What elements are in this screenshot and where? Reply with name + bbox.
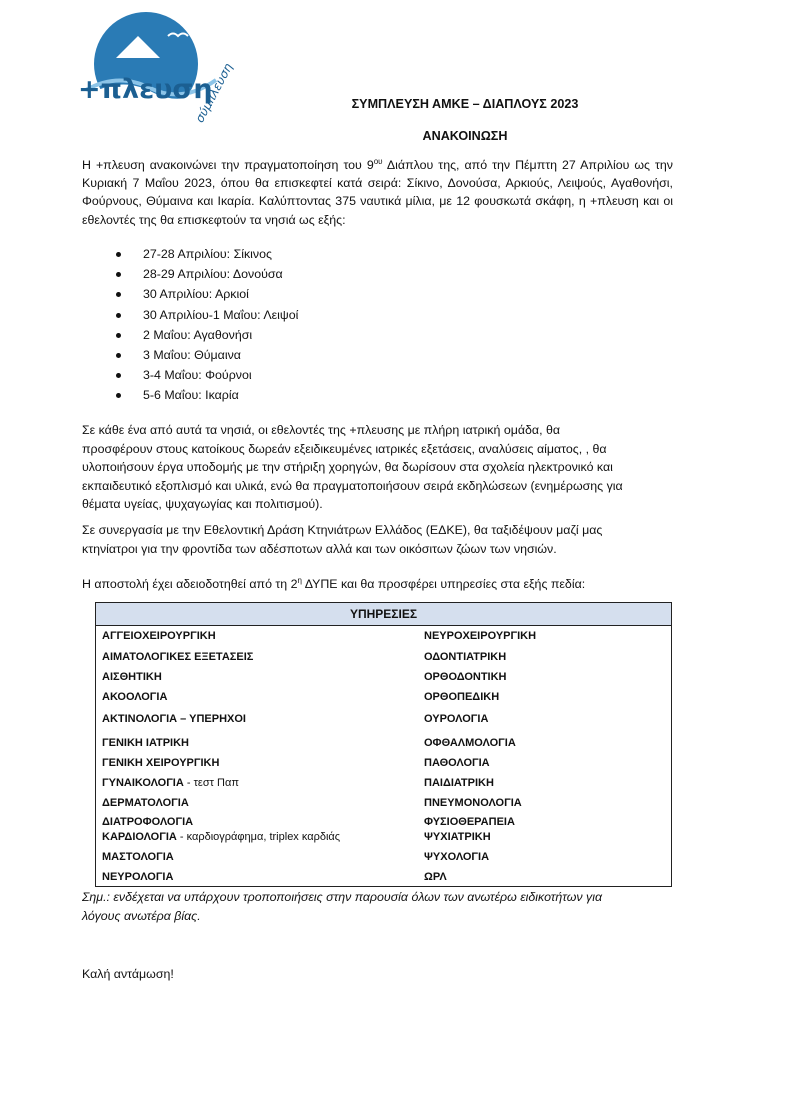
bullet-icon <box>116 333 121 338</box>
service-name: ΑΙΜΑΤΟΛΟΓΙΚΕΣ ΕΞΕΤΑΣΕΙΣ <box>102 651 254 663</box>
service-right-cell: ΟΦΘΑΛΜΟΛΟΓΙΑ <box>424 737 516 749</box>
service-right-cell: ΠΝΕΥΜΟΝΟΛΟΓΙΑ <box>424 797 522 809</box>
services-line: υλοποιήσουν έργα υποδομής με την στήριξη χορηγών, θα δωρίσουν στα σχολεία ηλεκτρονικό και <box>82 460 613 475</box>
service-name: ΑΚΤΙΝΟΛΟΓΙΑ – ΥΠΕΡΗΧΟΙ <box>102 713 246 725</box>
itinerary-text: 30 Απριλίου: Αρκιοί <box>143 287 249 302</box>
bullet-icon <box>116 393 121 398</box>
license-superscript: η <box>297 575 302 585</box>
service-left-cell <box>102 851 174 863</box>
list-item <box>82 345 298 365</box>
service-name: ΝΕΥΡΟΛΟΓΙΑ <box>102 871 174 883</box>
service-name: ΑΙΣΘΗΤΙΚΗ <box>102 671 162 683</box>
itinerary-text: 5-6 Μαΐου: Ικαρία <box>143 388 239 403</box>
vets-line: κτηνίατροι για την φροντίδα των αδέσποτων αλλά και των οικόσιτων ζώων των νησιών. <box>82 541 557 556</box>
service-right-cell: ΟΔΟΝΤΙΑΤΡΙΚΗ <box>424 651 507 663</box>
title-block <box>260 97 670 143</box>
service-right-cell: ΨΥΧΙΑΤΡΙΚΗ <box>424 831 491 843</box>
service-left-cell <box>102 816 193 828</box>
service-left-cell <box>102 797 189 809</box>
list-item <box>82 385 298 405</box>
service-left-cell <box>102 630 216 642</box>
document-title: ΣΥΜΠΛΕΥΣΗ ΑΜΚΕ – ΔΙΑΠΛΟΥΣ 2023 <box>351 97 579 111</box>
itinerary-text: 28-29 Απριλίου: Δονούσα <box>143 267 283 282</box>
license-text-2: ΔΥΠΕ και θα προσφέρει υπηρεσίες στα εξής πεδία: <box>301 577 586 591</box>
list-item <box>82 284 298 304</box>
service-name: ΑΓΓΕΙΟΧΕΙΡΟΥΡΓΙΚΗ <box>102 630 216 642</box>
bullet-icon <box>116 292 121 297</box>
service-left-cell <box>102 777 239 789</box>
services-line: θέματα υγείας, ψυχαγωγίας και πολιτισμού). <box>82 497 323 512</box>
service-name: ΔΙΑΤΡΟΦΟΛΟΓΙΑ <box>102 816 194 828</box>
itinerary-text: 30 Απριλίου-1 Μαΐου: Λειψοί <box>143 307 299 322</box>
services-line: Σε κάθε ένα από αυτά τα νησιά, οι εθελοντές της +πλευσης με πλήρη ιατρική ομάδα, θα <box>82 423 561 437</box>
service-right-cell: ΩΡΛ <box>424 871 447 883</box>
services-table-header: ΥΠΗΡΕΣΙΕΣ <box>96 603 671 626</box>
services-paragraph <box>82 421 682 514</box>
service-right-cell: ΠΑΘΟΛΟΓΙΑ <box>424 757 490 769</box>
document-subtitle: ΑΝΑΚΟΙΝΩΣΗ <box>422 129 508 143</box>
services-line: εκπαιδευτικό εξοπλισμό και υλικά, ενώ θα πραγματοποιήσουν σειρά εκδηλώσεων (ενημέρωσης για <box>82 478 623 493</box>
intro-text-1: Η +πλευση ανακοινώνει την πραγματοποίηση του 9 <box>82 158 374 172</box>
itinerary-text: 3 Μαΐου: Θύμαινα <box>143 347 241 362</box>
services-line: προσφέρουν στους κατοίκους δωρεάν εξειδικευμένες ιατρικές εξετάσεις, αναλύσεις αίματος, , θα <box>82 441 607 456</box>
service-name: ΚΑΡΔΙΟΛΟΓΙΑ <box>102 831 177 843</box>
service-left-cell <box>102 831 340 843</box>
list-item <box>82 365 298 385</box>
bullet-icon <box>116 353 121 358</box>
logo-script-text: σύμπλευση <box>192 60 236 125</box>
intro-paragraph <box>82 156 673 229</box>
service-right-cell: ΝΕΥΡΟΧΕΙΡΟΥΡΓΙΚΗ <box>424 630 537 642</box>
list-item <box>82 264 298 284</box>
bullet-icon <box>116 252 121 257</box>
service-note: - καρδιογράφημα, triplex καρδιάς <box>176 831 341 843</box>
list-item <box>82 325 298 345</box>
service-right-cell: ΟΡΘΟΠΕΔΙΚΗ <box>424 691 500 703</box>
license-paragraph <box>82 575 682 594</box>
logo-brand-text: +πλευση <box>78 74 213 105</box>
vets-line: Σε συνεργασία με την Εθελοντική Δράση Κτηνιάτρων Ελλάδος (ΕΔΚΕ), θα ταξιδέψουν μαζί μας <box>82 523 603 537</box>
service-name: ΑΚΟΟΛΟΓΙΑ <box>102 691 168 703</box>
service-left-cell <box>102 713 246 725</box>
intro-superscript: ου <box>373 156 383 166</box>
bullet-icon <box>116 272 121 277</box>
service-note: - τεστ Παπ <box>183 777 239 789</box>
disclaimer-line: λόγους ανωτέρα βίας. <box>82 909 201 923</box>
service-right-cell: ΟΡΘΟΔΟΝΤΙΚΗ <box>424 671 507 683</box>
service-left-cell <box>102 651 253 663</box>
signoff-text: Καλή αντάμωση! <box>82 967 174 981</box>
service-left-cell <box>102 737 189 749</box>
service-right-cell: ΦΥΣΙΟΘΕΡΑΠΕΙΑ <box>424 816 515 828</box>
list-item <box>82 244 298 264</box>
list-item <box>82 305 298 325</box>
service-left-cell <box>102 691 167 703</box>
service-right-cell: ΨΥΧΟΛΟΓΙΑ <box>424 851 490 863</box>
service-left-cell <box>102 757 219 769</box>
service-name: ΓΕΝΙΚΗ ΙΑΤΡΙΚΗ <box>102 737 189 749</box>
service-right-cell: ΠΑΙΔΙΑΤΡΙΚΗ <box>424 777 494 789</box>
service-name: ΜΑΣΤΟΛΟΓΙΑ <box>102 851 174 863</box>
services-table <box>95 602 672 887</box>
vets-paragraph <box>82 521 682 558</box>
service-name: ΓΕΝΙΚΗ ΧΕΙΡΟΥΡΓΙΚΗ <box>102 757 220 769</box>
disclaimer-note <box>82 888 682 926</box>
disclaimer-line: Σημ.: ενδέχεται να υπάρχουν τροποποιήσεις στην παρουσία όλων των ανωτέρω ειδικοτήτων για <box>82 890 603 904</box>
itinerary-text: 27-28 Απριλίου: Σίκινος <box>143 247 272 261</box>
service-name: ΓΥΝΑΙΚΟΛΟΓΙΑ <box>102 777 184 789</box>
service-name: ΔΕΡΜΑΤΟΛΟΓΙΑ <box>102 797 189 809</box>
service-left-cell <box>102 871 173 883</box>
service-right-cell: ΟΥΡΟΛΟΓΙΑ <box>424 713 489 725</box>
itinerary-list <box>82 244 298 406</box>
bullet-icon <box>116 313 121 318</box>
itinerary-text: 3-4 Μαΐου: Φούρνοι <box>143 368 252 383</box>
license-text-1: Η αποστολή έχει αδειοδοτηθεί από τη 2 <box>82 577 298 591</box>
intro-text-2: Διάπλου της, από την Πέμπτη 27 Απριλίου ως την Κυριακή 7 Μαΐου 2023, όπου θα επισκεφτεί κατά σειρά: Σίκινο, Δονούσα, Αρκιούς, Λειψούς, Αγαθονήσι, Φούρνους, Θύμαινα και Ικαρία. Καλύπτοντας 375 ναυτικά μίλια, με 12 φουσκωτά σκάφη, η +πλευση και οι εθελοντές της θα επισκεφτούν τα νησιά ως εξής: <box>82 158 673 227</box>
plefsi-logo <box>72 6 236 125</box>
service-left-cell <box>102 671 162 683</box>
itinerary-text: 2 Μαΐου: Αγαθονήσι <box>143 327 253 342</box>
bullet-icon <box>116 373 121 378</box>
